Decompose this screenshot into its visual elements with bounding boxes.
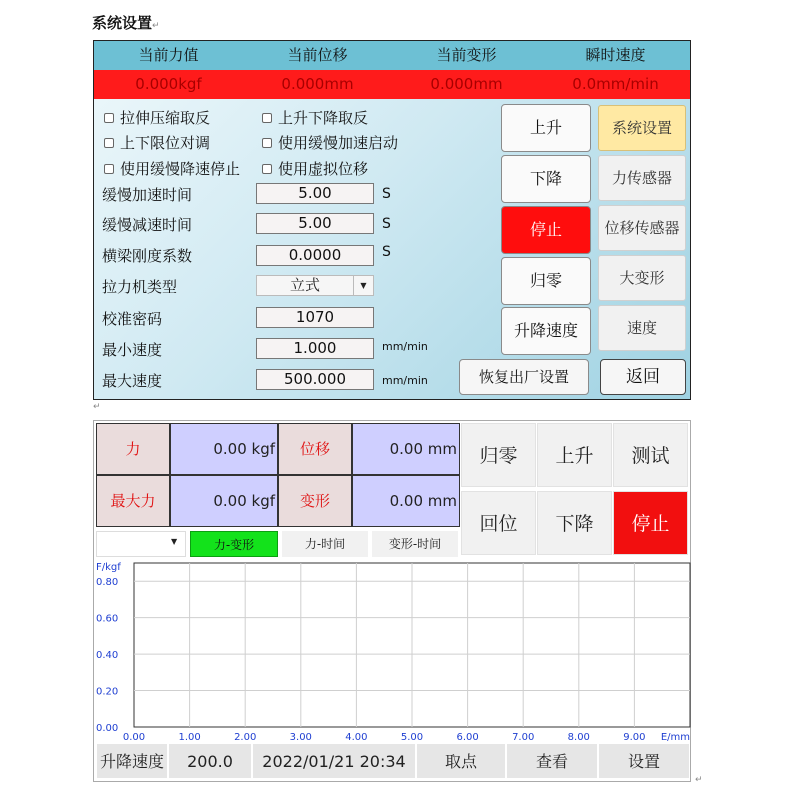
- option-label: 拉伸压缩取反: [120, 109, 211, 127]
- x-tick-label: 8.00: [567, 732, 590, 743]
- up-button[interactable]: 上升: [501, 104, 591, 152]
- option-label: 使用缓慢降速停止: [120, 160, 241, 178]
- status-header-row: [94, 41, 690, 70]
- x-tick-label: 4.00: [345, 732, 368, 743]
- checkbox-icon[interactable]: [104, 138, 114, 148]
- mode-force-deformation[interactable]: 力-变形: [190, 531, 278, 557]
- option-label: 使用虚拟位移: [278, 160, 369, 178]
- value-speed: 0.0mm/min: [572, 75, 659, 93]
- option-invert-updown[interactable]: [262, 107, 368, 128]
- y-tick-label: 0.40: [96, 650, 119, 662]
- force-value: 0.00 kgf: [170, 423, 278, 475]
- tab-system-settings[interactable]: 系统设置: [598, 105, 686, 151]
- calibration-password-field[interactable]: 1070: [256, 307, 374, 328]
- settings-button[interactable]: 设置: [598, 743, 690, 779]
- y-tick-label: 0.20: [96, 686, 119, 698]
- header-displacement: 当前位移: [287, 46, 348, 64]
- header-deformation: 当前变形: [436, 46, 497, 64]
- checkbox-icon[interactable]: [262, 138, 272, 148]
- max-speed-field[interactable]: 500.000: [256, 369, 374, 390]
- option-slow-accel-start[interactable]: [262, 132, 398, 153]
- down-button[interactable]: 下降: [501, 155, 591, 203]
- max-force-label: 最大力: [96, 475, 170, 527]
- option-label: 上升下降取反: [278, 109, 369, 127]
- checkbox-icon[interactable]: [262, 113, 272, 123]
- y-axis-label: F/kgf: [96, 562, 121, 573]
- displacement-label: 位移: [278, 423, 352, 475]
- header-force: 当前力值: [138, 46, 199, 64]
- header-speed: 瞬时速度: [585, 46, 646, 64]
- deformation-label: 变形: [278, 475, 352, 527]
- checkbox-icon[interactable]: [262, 164, 272, 174]
- value-deformation: 0.000mm: [430, 75, 503, 93]
- dropdown-arrow-icon[interactable]: ▼: [353, 276, 373, 295]
- force-label: 力: [96, 423, 170, 475]
- paragraph-mark-icon: ↵: [695, 775, 703, 785]
- x-tick-label: 0.00: [122, 732, 146, 743]
- x-tick-label: 1.00: [178, 732, 201, 743]
- view-button[interactable]: 查看: [506, 743, 598, 779]
- min-speed-field[interactable]: 1.000: [256, 338, 374, 359]
- max-force-value: 0.00 kgf: [170, 475, 278, 527]
- value-force: 0.000kgf: [135, 75, 202, 93]
- accel-time-field[interactable]: 5.00: [256, 183, 374, 204]
- curve-select[interactable]: [96, 531, 186, 557]
- settings-panel: [93, 40, 691, 400]
- tab-displacement-sensor[interactable]: 位移传感器: [598, 205, 686, 251]
- max-speed-label: 最大速度: [102, 372, 163, 390]
- back-button[interactable]: 返回: [600, 359, 686, 395]
- option-swap-limits[interactable]: [104, 132, 210, 153]
- machine-type-label: 拉力机类型: [102, 278, 178, 296]
- machine-type-value: 立式: [289, 276, 320, 294]
- force-deformation-chart: [94, 559, 692, 743]
- max-speed-unit: mm/min: [382, 374, 428, 387]
- option-invert-tension[interactable]: [104, 107, 210, 128]
- tab-speed[interactable]: 速度: [598, 305, 686, 351]
- datetime-display: 2022/01/21 20:34: [252, 743, 416, 779]
- displacement-value: 0.00 mm: [352, 423, 460, 475]
- tab-large-deformation[interactable]: 大变形: [598, 255, 686, 301]
- paragraph-mark-icon: ↵: [93, 402, 101, 412]
- checkbox-icon[interactable]: [104, 164, 114, 174]
- lift-speed-button[interactable]: 升降速度: [501, 307, 591, 355]
- accel-time-unit: S: [382, 186, 391, 202]
- zero-button[interactable]: 归零: [501, 257, 591, 305]
- x-tick-label: 9.00: [623, 732, 646, 743]
- machine-type-select[interactable]: [256, 275, 374, 296]
- paragraph-mark-icon: ↵: [152, 21, 160, 31]
- decel-time-label: 缓慢减速时间: [102, 216, 193, 234]
- x-tick-label: 2.00: [234, 732, 257, 743]
- checkbox-icon[interactable]: [104, 113, 114, 123]
- test-panel: [93, 420, 691, 782]
- lift-speed-value[interactable]: 200.0: [168, 743, 252, 779]
- return-button[interactable]: 回位: [461, 491, 536, 555]
- option-label: 上下限位对调: [120, 134, 211, 152]
- beam-stiffness-field[interactable]: 0.0000: [256, 245, 374, 266]
- factory-reset-button[interactable]: 恢复出厂设置: [459, 359, 589, 395]
- decel-time-field[interactable]: 5.00: [256, 213, 374, 234]
- beam-stiffness-unit: S: [382, 244, 391, 260]
- take-point-button[interactable]: 取点: [416, 743, 506, 779]
- calibration-password-label: 校准密码: [102, 310, 163, 328]
- min-speed-label: 最小速度: [102, 341, 163, 359]
- option-slow-decel-stop[interactable]: [104, 158, 240, 179]
- option-label: 使用缓慢加速启动: [278, 134, 399, 152]
- decel-time-unit: S: [382, 216, 391, 232]
- up-button[interactable]: 上升: [537, 423, 612, 487]
- x-axis-label: E/mm: [660, 732, 690, 743]
- down-button[interactable]: 下降: [537, 491, 612, 555]
- zero-button[interactable]: 归零: [461, 423, 536, 487]
- status-value-row: [94, 70, 690, 99]
- x-tick-label: 6.00: [456, 732, 479, 743]
- x-tick-label: 3.00: [289, 732, 312, 743]
- mode-force-time[interactable]: 力-时间: [282, 531, 368, 557]
- tab-force-sensor[interactable]: 力传感器: [598, 155, 686, 201]
- deformation-value: 0.00 mm: [352, 475, 460, 527]
- x-tick-label: 7.00: [512, 732, 535, 743]
- beam-stiffness-label: 横梁刚度系数: [102, 247, 193, 265]
- stop-button[interactable]: 停止: [501, 206, 591, 254]
- y-tick-label: 0.00: [96, 723, 119, 734]
- min-speed-unit: mm/min: [382, 340, 428, 353]
- accel-time-label: 缓慢加速时间: [102, 186, 193, 204]
- mode-deformation-time[interactable]: 变形-时间: [372, 531, 458, 557]
- stop-button[interactable]: 停止: [613, 491, 688, 555]
- option-virtual-displacement[interactable]: [262, 158, 368, 179]
- dropdown-arrow-icon[interactable]: ▼: [171, 537, 178, 546]
- doc-title: 系统设置↵: [92, 14, 160, 32]
- x-tick-label: 5.00: [400, 732, 424, 743]
- value-displacement: 0.000mm: [281, 75, 354, 93]
- test-button[interactable]: 测试: [613, 423, 688, 487]
- y-tick-label: 0.80: [96, 577, 119, 589]
- lift-speed-label: 升降速度: [96, 743, 168, 779]
- y-tick-label: 0.60: [96, 613, 119, 625]
